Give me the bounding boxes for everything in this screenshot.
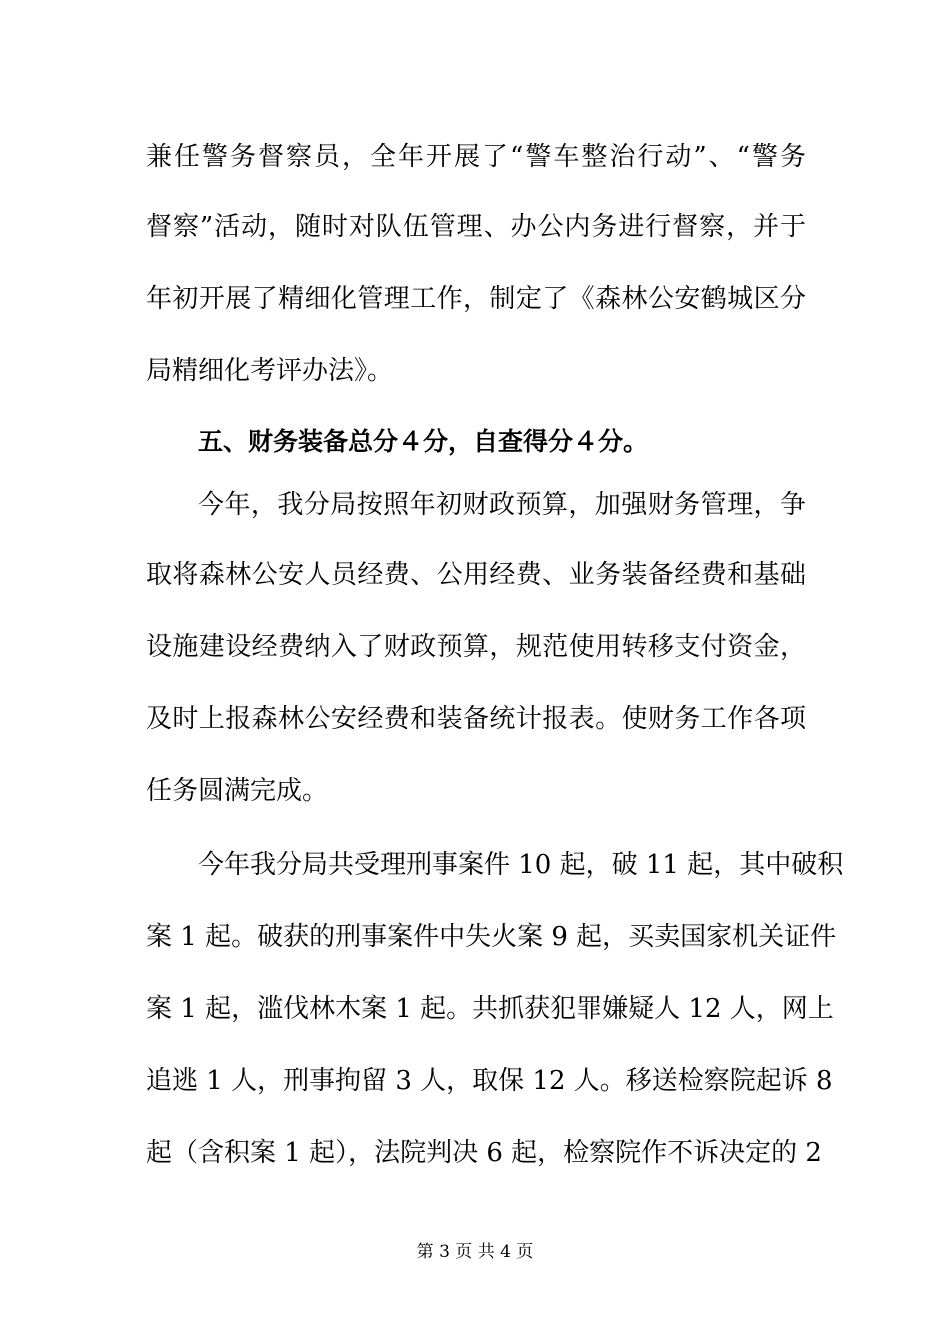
page-number-footer: 第 3 页 共 4 页 bbox=[416, 1242, 534, 1262]
paragraph-line: 起（含积案 1 起），法院判决 6 起，检察院作不诉决定的 2 bbox=[146, 1138, 822, 1168]
paragraph-line: 案 1 起，滥伐林木案 1 起。共抓获犯罪嫌疑人 12 人，网上 bbox=[146, 994, 834, 1024]
paragraph-line: 及时上报森林公安经费和装备统计报表。使财务工作各项 bbox=[146, 704, 806, 734]
paragraph-line: 今年我分局共受理刑事案件 10 起，破 11 起，其中破积 bbox=[198, 850, 844, 880]
paragraph-line: 追逃 1 人，刑事拘留 3 人，取保 12 人。移送检察院起诉 8 bbox=[146, 1066, 833, 1096]
paragraph-line: 今年，我分局按照年初财政预算，加强财务管理，争 bbox=[198, 490, 806, 520]
paragraph-line: 设施建设经费纳入了财政预算，规范使用转移支付资金， bbox=[146, 632, 806, 662]
paragraph-line: 督察”活动，随时对队伍管理、办公内务进行督察，并于 bbox=[146, 212, 806, 242]
paragraph-line: 任务圆满完成。 bbox=[146, 776, 329, 806]
paragraph-line: 取将森林公安人员经费、公用经费、业务装备经费和基础 bbox=[146, 560, 806, 590]
paragraph-line: 局精细化考评办法》。 bbox=[146, 356, 394, 386]
paragraph-line: 年初开展了精细化管理工作，制定了《森林公安鹤城区分 bbox=[146, 284, 806, 314]
section-heading: 五、财务装备总分４分，自查得分４分。 bbox=[198, 427, 649, 456]
paragraph-line: 案 1 起。破获的刑事案件中失火案 9 起，买卖国家机关证件 bbox=[146, 922, 837, 952]
paragraph-line: 兼任警务督察员，全年开展了“警车整治行动”、“警务 bbox=[146, 142, 806, 172]
